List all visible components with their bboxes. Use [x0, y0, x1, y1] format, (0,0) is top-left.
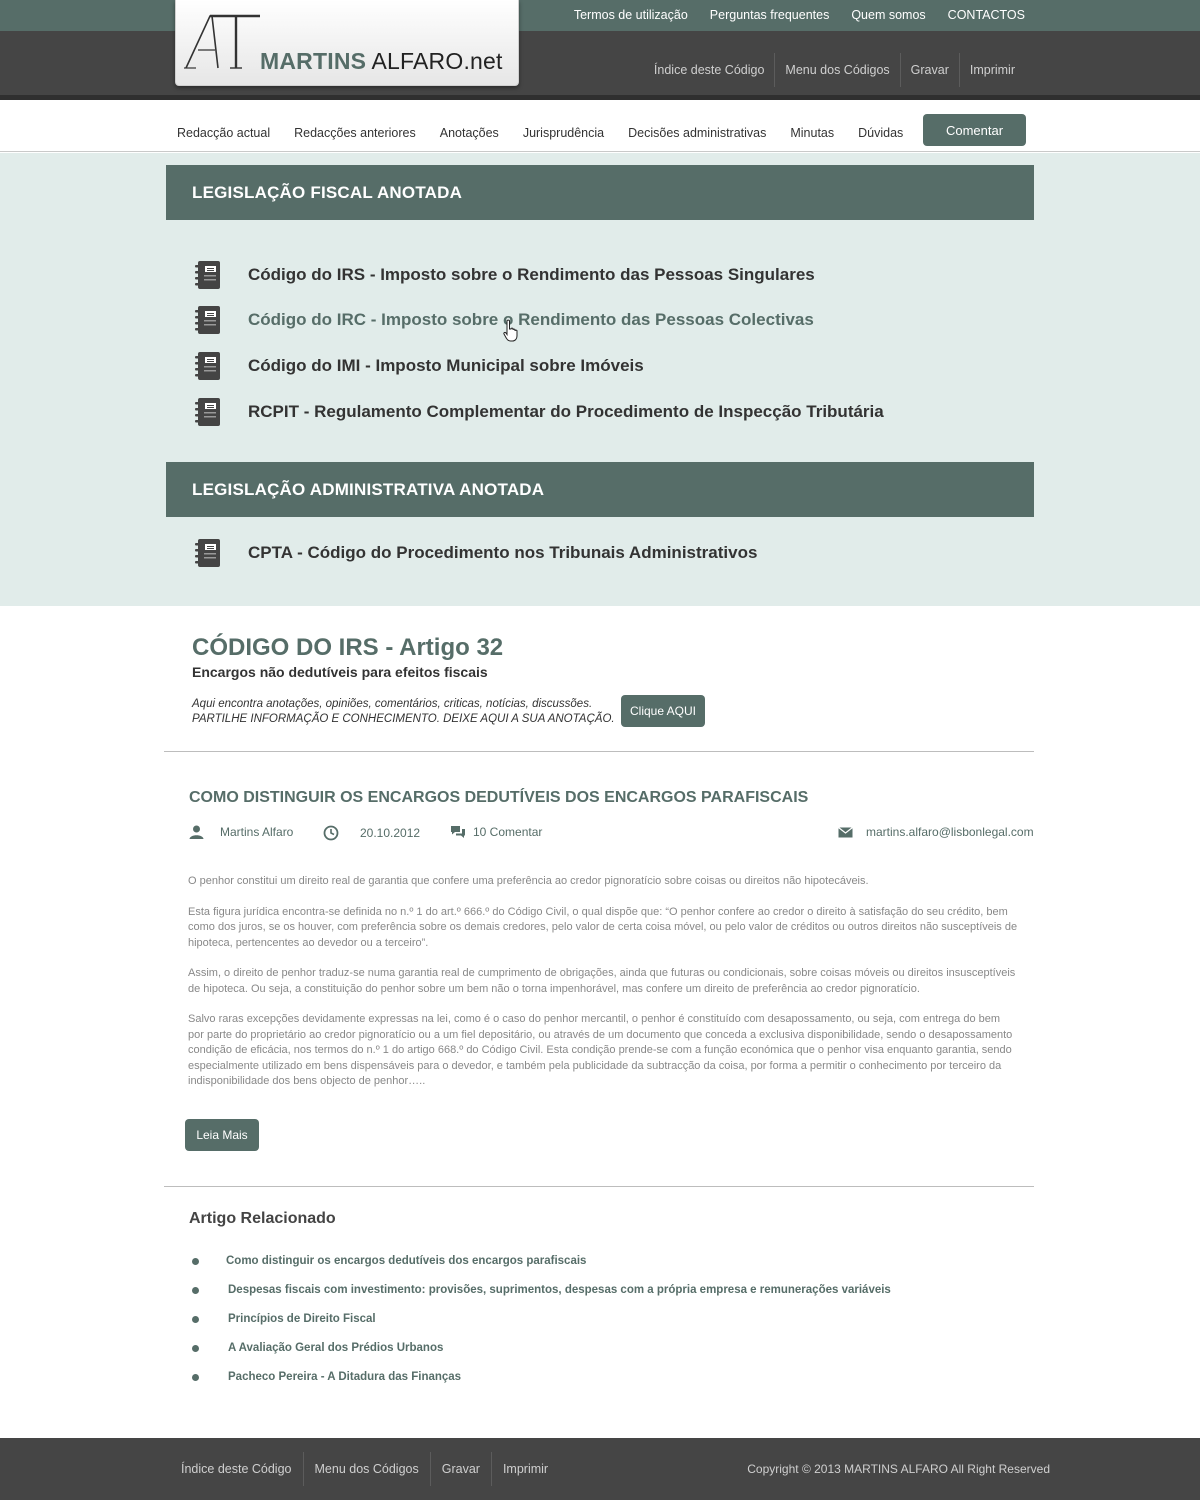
footer-links [170, 1452, 559, 1486]
logo-text [260, 48, 503, 75]
envelope-icon [838, 827, 853, 838]
bullet-icon [192, 1345, 199, 1352]
bullet-icon [192, 1316, 199, 1323]
nav-item-admin-decisions[interactable]: Decisões administrativas [628, 126, 767, 140]
hand-cursor-icon [502, 319, 522, 343]
related-item[interactable] [192, 1342, 443, 1354]
doc-link-cpta[interactable] [194, 538, 757, 568]
footer [0, 1438, 1200, 1500]
date-text: 20.10.2012 [360, 826, 421, 840]
post-title[interactable]: COMO DISTINGUIR OS ENCARGOS DEDUTÍVEIS DOS ENCARGOS PARAFISCAIS [189, 789, 809, 806]
post-paragraph: Esta figura jurídica encontra-se definida no n.º 1 do art.º 666.º do Código Civil, o qual dispõe que: “O penhor confere ao credor o direito à satisfação do seu crédito, bem como dos juros, se os houver, com preferência sobre os demais credores, pelo valor de certa coisa móvel, ou pelo valor de créditos ou outros direitos não susceptíveis de hipoteca, pertencentes ao devedor ou a terceiro”. [188, 905, 1018, 949]
doc-link-imi[interactable] [194, 351, 644, 381]
post-body [188, 874, 1018, 1105]
doc-label: RCPIT - Regulamento Complementar do Procedimento de Inspecção Tributária [248, 402, 884, 421]
notebook-icon [194, 538, 222, 568]
copyright: Copyright © 2013 MARTINS ALFARO All Right Reserved [747, 1462, 1050, 1476]
article-description-line: PARTILHE INFORMAÇÃO E CONHECIMENTO. DEIXE AQUI A SUA ANOTAÇÃO. [192, 713, 615, 725]
logo-name-rest: ALFARO.net [366, 48, 503, 74]
bullet-icon [192, 1258, 199, 1265]
top-link-terms[interactable]: Termos de utilização [573, 8, 688, 22]
divider [164, 1186, 1034, 1187]
nav-item-previous[interactable]: Redacções anteriores [294, 126, 416, 140]
doc-label: Código do IRS - Imposto sobre o Rendimento das Pessoas Singulares [248, 265, 815, 284]
divider [164, 751, 1034, 752]
notebook-icon [194, 260, 222, 290]
nav-item-current[interactable]: Redacção actual [177, 126, 271, 140]
doc-link-rcpit[interactable] [194, 397, 884, 427]
header-link-codes-menu[interactable]: Menu dos Códigos [774, 53, 899, 87]
footer-link-print[interactable]: Imprimir [491, 1452, 559, 1486]
comment-button[interactable]: Comentar [923, 114, 1026, 146]
section-title-fiscal: LEGISLAÇÃO FISCAL ANOTADA [166, 165, 1034, 220]
article-description [192, 697, 615, 727]
annotate-button[interactable]: Clique AQUI [621, 695, 705, 727]
top-link-about[interactable]: Quem somos [851, 8, 926, 22]
related-item-label: Pacheco Pereira - A Ditadura das Finanças [228, 1371, 462, 1383]
post-author[interactable] [189, 825, 293, 839]
related-item[interactable] [192, 1313, 376, 1325]
doc-label: Código do IMI - Imposto Municipal sobre Imóveis [248, 356, 644, 375]
related-item-label: Despesas fiscais com investimento: provisões, suprimentos, despesas com a própria empresa e remunerações variáveis [228, 1284, 891, 1296]
header-link-save[interactable]: Gravar [900, 53, 959, 87]
bullet-icon [192, 1374, 199, 1381]
top-links [574, 8, 1025, 22]
top-link-contacts[interactable]: CONTACTOS [947, 8, 1025, 22]
post-email[interactable] [838, 825, 1034, 839]
nav-item-drafts[interactable]: Minutas [790, 126, 835, 140]
post-paragraph: Salvo raras excepções devidamente expressas na lei, como é o caso do penhor mercantil, o penhor é constituído com desapossamento, ou seja, com entrega do bem por parte do proprietário ao credor pignoratício ou a um fiel depositário, ou através de um documento que conceda a exclusiva disponibilidade, sendo o desapossamento condição de eficácia, nos termos do n.º 1 do artigo 668.º do Código Civil. Esta condição prende-se com a função económica que o penhor visa enquanto garantia, sendo especialmente utilizado em bens dispensáveis para o devedor, e também pela publicidade da subtracção da coisa, por forma a permitir o conhecimento por terceiro da indisponibilidade dos bens objecto de penhor….. [188, 1013, 1013, 1087]
footer-link-save[interactable]: Gravar [430, 1452, 491, 1486]
logo[interactable] [175, 0, 519, 86]
article-subtitle: Encargos não dedutíveis para efeitos fiscais [192, 664, 488, 680]
related-title: Artigo Relacionado [189, 1210, 336, 1227]
article-description-line: Aqui encontra anotações, opiniões, comentários, criticas, notícias, discussões. [192, 698, 593, 710]
user-icon [189, 825, 204, 839]
post-paragraph: Assim, o direito de penhor traduz-se numa garantia real de cumprimento de obrigações, ainda que futuras ou condicionais, sobre coisas móveis ou direitos insusceptíveis de hipoteca. Ou seja, a constituição do penhor sobre um bem não o torna impenhorável, mas confere um direito de preferência ao credor pignoratício. [188, 967, 1016, 995]
top-link-faq[interactable]: Perguntas frequentes [709, 8, 830, 22]
related-item[interactable] [192, 1255, 586, 1267]
related-item-label: A Avaliação Geral dos Prédios Urbanos [228, 1342, 444, 1354]
notebook-icon [194, 305, 222, 335]
bullet-icon [192, 1287, 199, 1294]
comments-text: 10 Comentar [473, 825, 543, 839]
nav-item-case-law[interactable]: Jurisprudência [522, 126, 605, 140]
post-paragraph: O penhor constitui um direito real de garantia que confere uma preferência ao credor pignoratício sobre coisas ou direitos não hipotecáveis. [188, 875, 869, 887]
doc-label: Código do IRC - Imposto sobre o Rendimento das Pessoas Colectivas [248, 310, 814, 329]
notebook-icon [194, 397, 222, 427]
related-item-label: Como distinguir os encargos dedutíveis dos encargos parafiscais [226, 1255, 587, 1267]
related-item[interactable] [192, 1371, 461, 1383]
section-title-administrative: LEGISLAÇÃO ADMINISTRATIVA ANOTADA [166, 462, 1034, 517]
doc-label: CPTA - Código do Procedimento nos Tribunais Administrativos [248, 543, 758, 562]
email-text: martins.alfaro@lisbonlegal.com [866, 825, 1034, 839]
header-link-index[interactable]: Índice deste Código [653, 63, 765, 77]
related-item[interactable] [192, 1284, 891, 1296]
doc-link-irs[interactable] [194, 260, 815, 290]
notebook-icon [194, 351, 222, 381]
post-date [323, 825, 420, 841]
author-name: Martins Alfaro [220, 825, 294, 839]
read-more-button[interactable]: Leia Mais [185, 1119, 259, 1151]
clock-icon [323, 825, 339, 841]
header-link-print[interactable]: Imprimir [959, 53, 1025, 87]
post-comments[interactable] [450, 825, 542, 839]
header-sub-links [644, 53, 1025, 87]
logo-name-strong: MARTINS [260, 48, 367, 74]
related-item-label: Princípios de Direito Fiscal [228, 1313, 376, 1325]
footer-link-codes-menu[interactable]: Menu dos Códigos [303, 1452, 430, 1486]
chat-icon [450, 825, 466, 839]
logo-monogram-icon [184, 10, 264, 72]
article-title: CÓDIGO DO IRS - Artigo 32 [192, 634, 504, 661]
main-nav [0, 100, 1200, 152]
nav-item-questions[interactable]: Dúvidas [858, 126, 904, 140]
nav-item-annotations[interactable]: Anotações [439, 126, 499, 140]
footer-link-index[interactable]: Índice deste Código [181, 1462, 292, 1476]
